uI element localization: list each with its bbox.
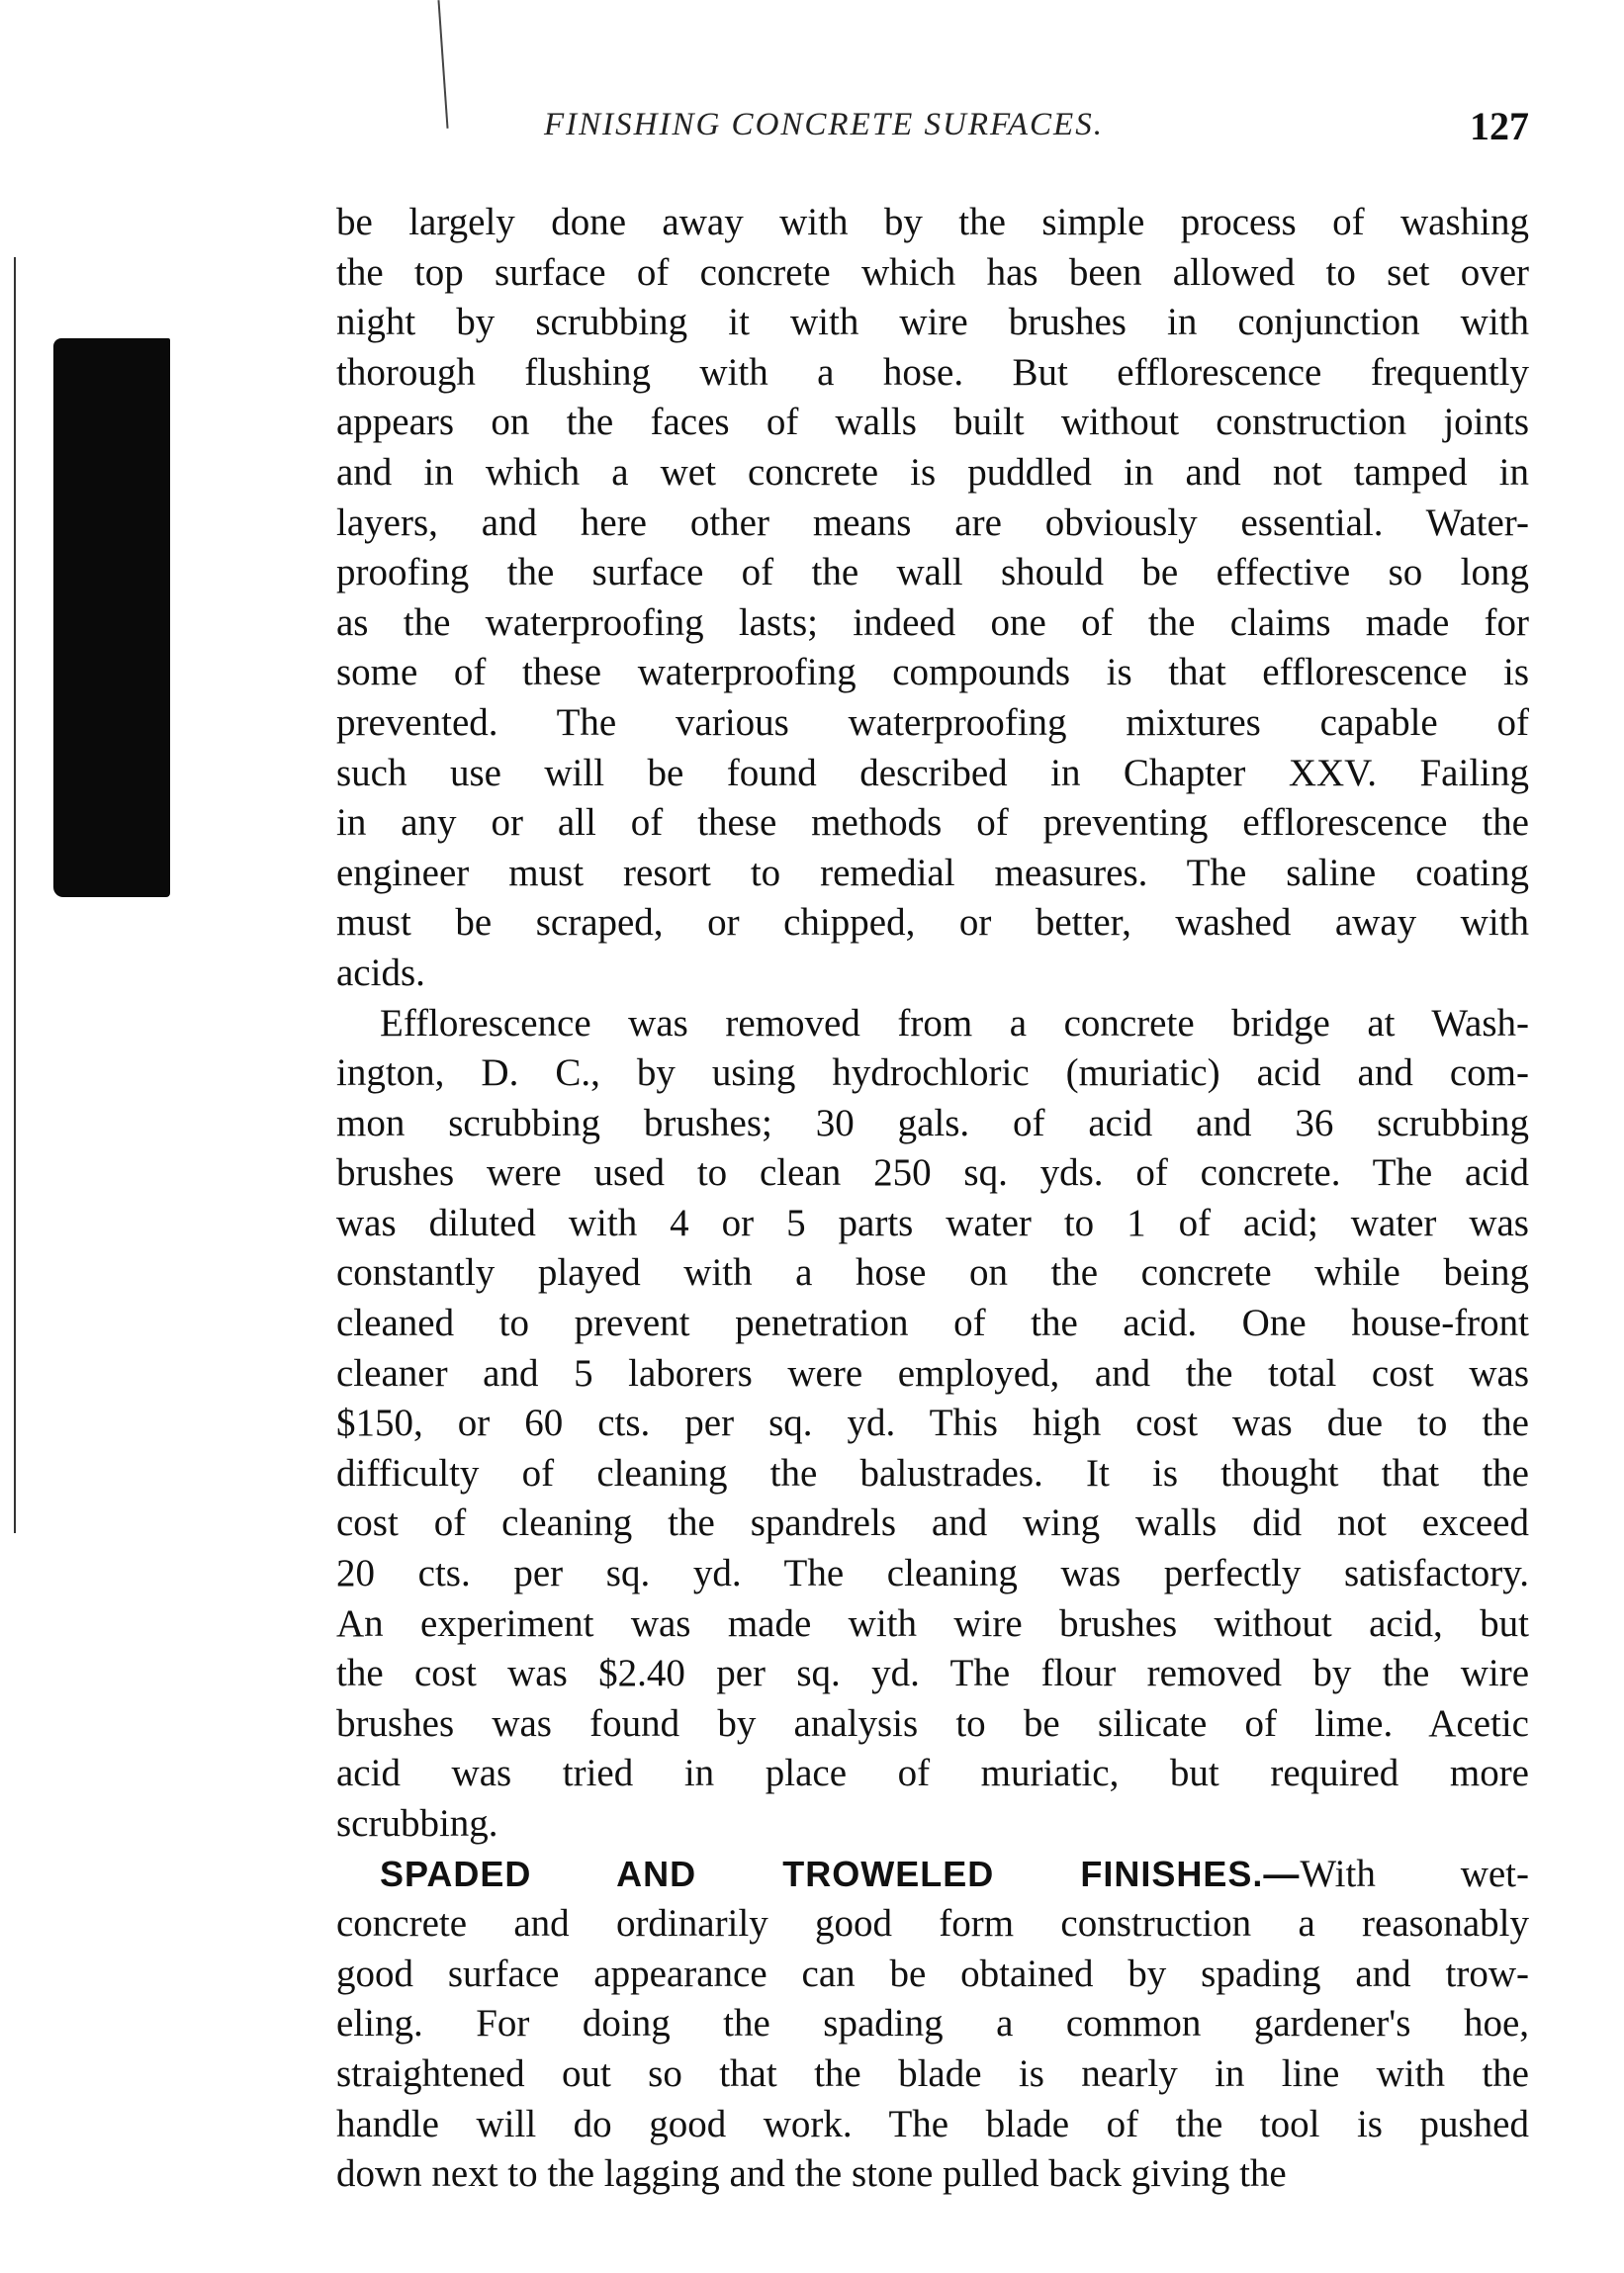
text-line: must be scraped, or chipped, or better, washed away with xyxy=(336,901,1529,945)
line-text: With wet- xyxy=(1300,1852,1529,1895)
text-line: down next to the lagging and the stone pulled back giving the xyxy=(336,2152,1287,2196)
page-number: 127 xyxy=(1470,104,1529,148)
text-line: straightened out so that the blade is nearly in line with the xyxy=(336,2051,1529,2095)
text-line: be largely done away with by the simple process of washing xyxy=(336,201,1529,243)
text-line: night by scrubbing it with wire brushes in conjunction with xyxy=(336,301,1529,344)
text-line: $150, or 60 cts. per sq. yd. This high cost was due to the xyxy=(336,1402,1529,1445)
text-line: acids. xyxy=(336,951,425,994)
text-line: proofing the surface of the wall should be effective so long xyxy=(336,551,1529,594)
text-line: in any or all of these methods of preventing efflorescence the xyxy=(336,801,1529,845)
scan-margin-line xyxy=(14,257,16,1533)
text-line: some of these waterproofing compounds is that efflorescence is xyxy=(336,651,1529,694)
text-line: and in which a wet concrete is puddled in and not tamped in xyxy=(336,450,1529,494)
section-heading: SPADED AND TROWELED FINISHES.— xyxy=(380,1853,1301,1894)
text-line: eling. For doing the spading a common gardener's hoe, xyxy=(336,2002,1529,2046)
text-line: engineer must resort to remedial measures. The saline coating xyxy=(336,851,1529,894)
text-line: such use will be found described in Chapter XXV. Failing xyxy=(336,751,1529,794)
paragraph xyxy=(336,999,1529,1850)
text-line: good surface appearance can be obtained by spading and trow- xyxy=(336,1952,1529,1995)
text-line: concrete and ordinarily good form construction a reasonably xyxy=(336,1902,1529,1946)
running-header xyxy=(336,104,1529,156)
text-line: brushes were used to clean 250 sq. yds. of concrete. The acid xyxy=(336,1151,1529,1195)
text-line: brushes was found by analysis to be silicate of lime. Acetic xyxy=(336,1701,1529,1745)
paragraph xyxy=(336,1850,1529,2200)
paragraph xyxy=(336,198,1529,999)
text-line: handle will do good work. The blade of the tool is pushed xyxy=(336,2102,1529,2145)
body-text xyxy=(336,198,1529,2200)
text-line: appears on the faces of walls built without construction joints xyxy=(336,401,1529,444)
text-line: acid was tried in place of muriatic, but required more xyxy=(336,1752,1529,1795)
text-line: layers, and here other means are obviously essential. Water- xyxy=(336,500,1529,544)
text-line xyxy=(336,1850,1529,1900)
text-line: the top surface of concrete which has been allowed to set over xyxy=(336,250,1529,294)
text-line: difficulty of cleaning the balustrades. It is thought that the xyxy=(336,1451,1529,1495)
running-title: FINISHING CONCRETE SURFACES. xyxy=(544,107,1104,142)
text-line: An experiment was made with wire brushes without acid, but xyxy=(336,1601,1529,1645)
text-line: cleaner and 5 laborers were employed, and the total cost was xyxy=(336,1351,1529,1395)
text-line: was diluted with 4 or 5 parts water to 1 of acid; water was xyxy=(336,1201,1529,1244)
text-line: the cost was $2.40 per sq. yd. The flour removed by the wire xyxy=(336,1652,1529,1695)
text-line: scrubbing. xyxy=(336,1802,498,1845)
text-line: mon scrubbing brushes; 30 gals. of acid and 36 scrubbing xyxy=(336,1101,1529,1144)
text-line: cost of cleaning the spandrels and wing walls did not exceed xyxy=(336,1501,1529,1545)
text-line: as the waterproofing lasts; indeed one of the claims made for xyxy=(336,600,1529,644)
text-line: ington, D. C., by using hydrochloric (muriatic) acid and com- xyxy=(336,1051,1529,1095)
text-line: thorough flushing with a hose. But efflorescence frequently xyxy=(336,350,1529,394)
text-line: Efflorescence was removed from a concrete bridge at Wash- xyxy=(380,1001,1529,1045)
scan-binding-shadow xyxy=(53,338,170,897)
text-line: cleaned to prevent penetration of the acid. One house-front xyxy=(336,1302,1529,1345)
text-line: prevented. The various waterproofing mixtures capable of xyxy=(336,700,1529,744)
text-line: 20 cts. per sq. yd. The cleaning was perfectly satisfactory. xyxy=(336,1552,1529,1595)
text-line: constantly played with a hose on the concrete while being xyxy=(336,1251,1529,1295)
